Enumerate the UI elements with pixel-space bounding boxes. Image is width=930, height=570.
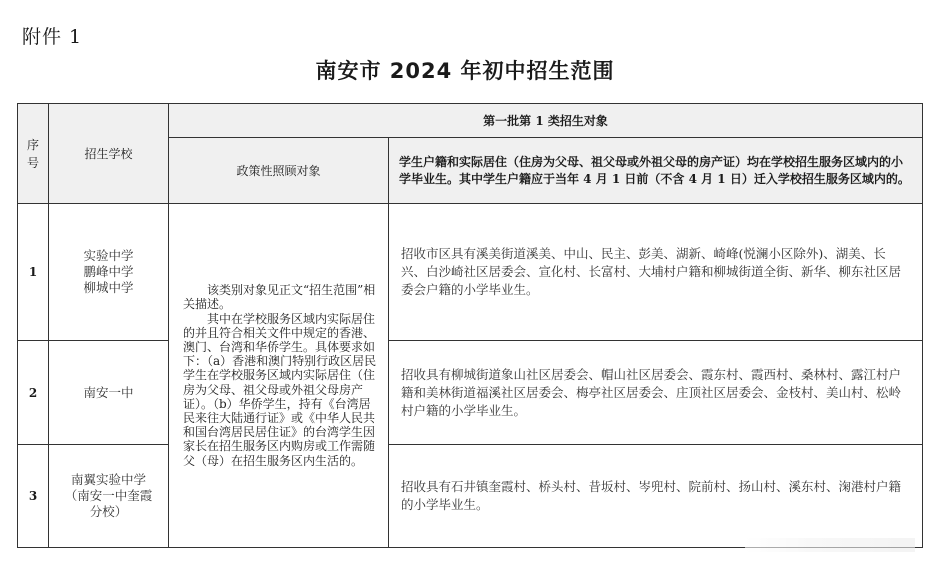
school-name: 南安一中	[83, 384, 134, 400]
seq-header-line1: 序	[26, 137, 39, 152]
row-2-seq: 2	[18, 341, 49, 445]
school-name: 南翼实验中学	[70, 472, 146, 487]
row-3-area: 招收具有石井镇奎霞村、桥头村、昔坂村、岑兜村、院前村、扬山村、溪东村、淗港村户籍的小学毕业生。	[389, 445, 923, 548]
school-name: 实验中学	[83, 248, 134, 263]
school-name: 分校）	[89, 504, 128, 519]
row-2-area: 招收具有柳城街道象山社区居委会、帽山社区居委会、霞东村、霞西村、桑林村、露江村户籍和美林街道福溪社区居委会、梅亭社区居委会、庄顶社区居委会、金枝村、美山村、松岭村户籍的小学毕业生。	[389, 341, 923, 445]
policy-header: 政策性照顾对象	[169, 138, 389, 204]
annex-label: 附件 1	[22, 26, 83, 48]
policy-paragraph-2: 其中在学校服务区域内实际居住的并且符合相关文件中规定的香港、澳门、台湾和华侨学生。具体要求如下：（a）香港和澳门特别行政区居民学生在学校服务区域内实际居住（住房为父母、祖父母或外祖父母房产证）。（b）华侨学生，持有《台湾居民来往大陆通行证》或《中华人民共和国台湾居民居住证》的台湾学生因家长在招生服务区内购房或工作需随父（母）在招生服务区内生活的。	[183, 311, 377, 468]
seq-header	[18, 104, 49, 204]
policy-cell	[169, 204, 389, 548]
requirement-header: 学生户籍和实际居住（住房为父母、祖父母或外祖父母的房产证）均在学校招生服务区域内的小学毕业生。其中学生户籍应于当年 4 月 1 日前（不含 4 月 1 日）迁入学校招生服务区域内的。	[389, 138, 923, 204]
seq-header-line2: 号	[26, 155, 39, 170]
row-3-schools	[49, 445, 169, 548]
enrollment-table	[17, 103, 923, 548]
school-name: （南安一中奎霞	[64, 488, 153, 503]
school-name: 鹏峰中学	[83, 264, 134, 279]
row-1-schools	[49, 204, 169, 341]
document-title: 南安市 2024 年初中招生范围	[315, 59, 615, 83]
school-name: 柳城中学	[83, 280, 134, 295]
row-1-area: 招收市区具有溪美街道溪美、中山、民主、彭美、湖新、崎峰(悦澜小区除外)、湖美、长兴、白沙崎社区居委会、宣化村、长富村、大埔村户籍和柳城街道全街、新华、柳东社区居委会户籍的小学毕业生。	[389, 204, 923, 341]
scan-artifact	[745, 538, 915, 552]
policy-paragraph-1: 该类别对象见正文“招生范围”相关描述。	[183, 283, 376, 312]
row-1-seq: 1	[18, 204, 49, 341]
batch-header: 第一批第 1 类招生对象	[169, 104, 923, 138]
row-2-schools	[49, 341, 169, 445]
school-header: 招生学校	[49, 104, 169, 204]
row-3-seq: 3	[18, 445, 49, 548]
